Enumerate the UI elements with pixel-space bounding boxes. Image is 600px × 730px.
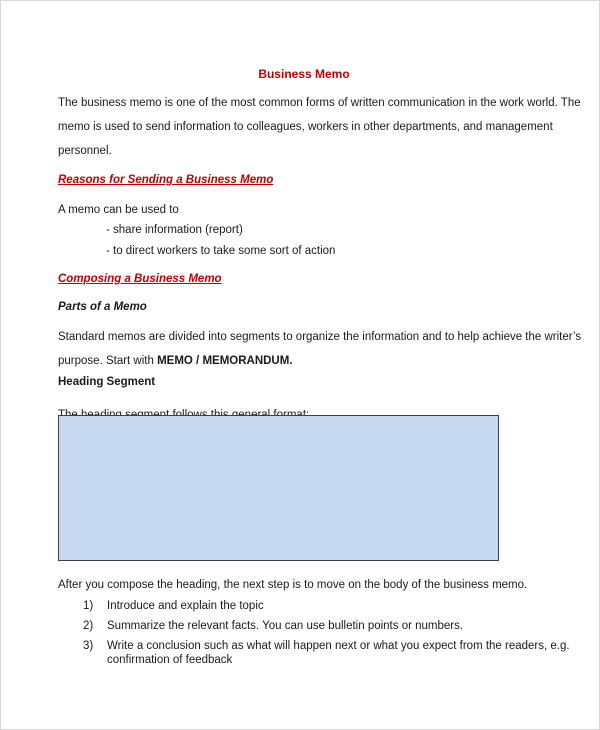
- heading-format-box: [58, 415, 499, 561]
- parts-para-prefix: purpose. Start with: [58, 355, 158, 367]
- intro-line-2: memo is used to send information to colleagues, workers in other departments, and management: [58, 121, 553, 133]
- step-text-3-line-1: Write a conclusion such as what will happen next or what you expect from the readers, e.g.: [107, 640, 570, 652]
- step-number-2: 2): [83, 620, 94, 632]
- reasons-heading: Reasons for Sending a Business Memo: [58, 174, 274, 186]
- step-text-3-line-2: confirmation of feedback: [107, 654, 233, 666]
- step-number-1: 1): [83, 600, 94, 612]
- reasons-lead: A memo can be used to: [58, 204, 179, 216]
- page-title: Business Memo: [258, 67, 350, 81]
- reasons-item-2: - to direct workers to take some sort of action: [106, 245, 336, 257]
- parts-heading: Parts of a Memo: [58, 301, 147, 313]
- memo-bold-text: MEMO / MEMORANDUM.: [157, 355, 293, 367]
- parts-para-line-1: Standard memos are divided into segments to organize the information and to help achieve the writer’s: [58, 331, 582, 343]
- heading-segment-title: Heading Segment: [58, 376, 156, 388]
- parts-para-line-2: [58, 355, 293, 367]
- intro-line-1: The business memo is one of the most common forms of written communication in the work world. The: [58, 97, 581, 109]
- step-text-1: Introduce and explain the topic: [107, 600, 264, 612]
- step-text-2: Summarize the relevant facts. You can use bulletin points or numbers.: [107, 620, 464, 632]
- step-number-3: 3): [83, 640, 94, 652]
- intro-line-3: personnel.: [58, 145, 112, 157]
- composing-heading: Composing a Business Memo: [58, 273, 222, 285]
- after-heading-text: After you compose the heading, the next step is to move on the body of the business memo.: [58, 579, 528, 591]
- reasons-item-1: - share information (report): [106, 224, 243, 236]
